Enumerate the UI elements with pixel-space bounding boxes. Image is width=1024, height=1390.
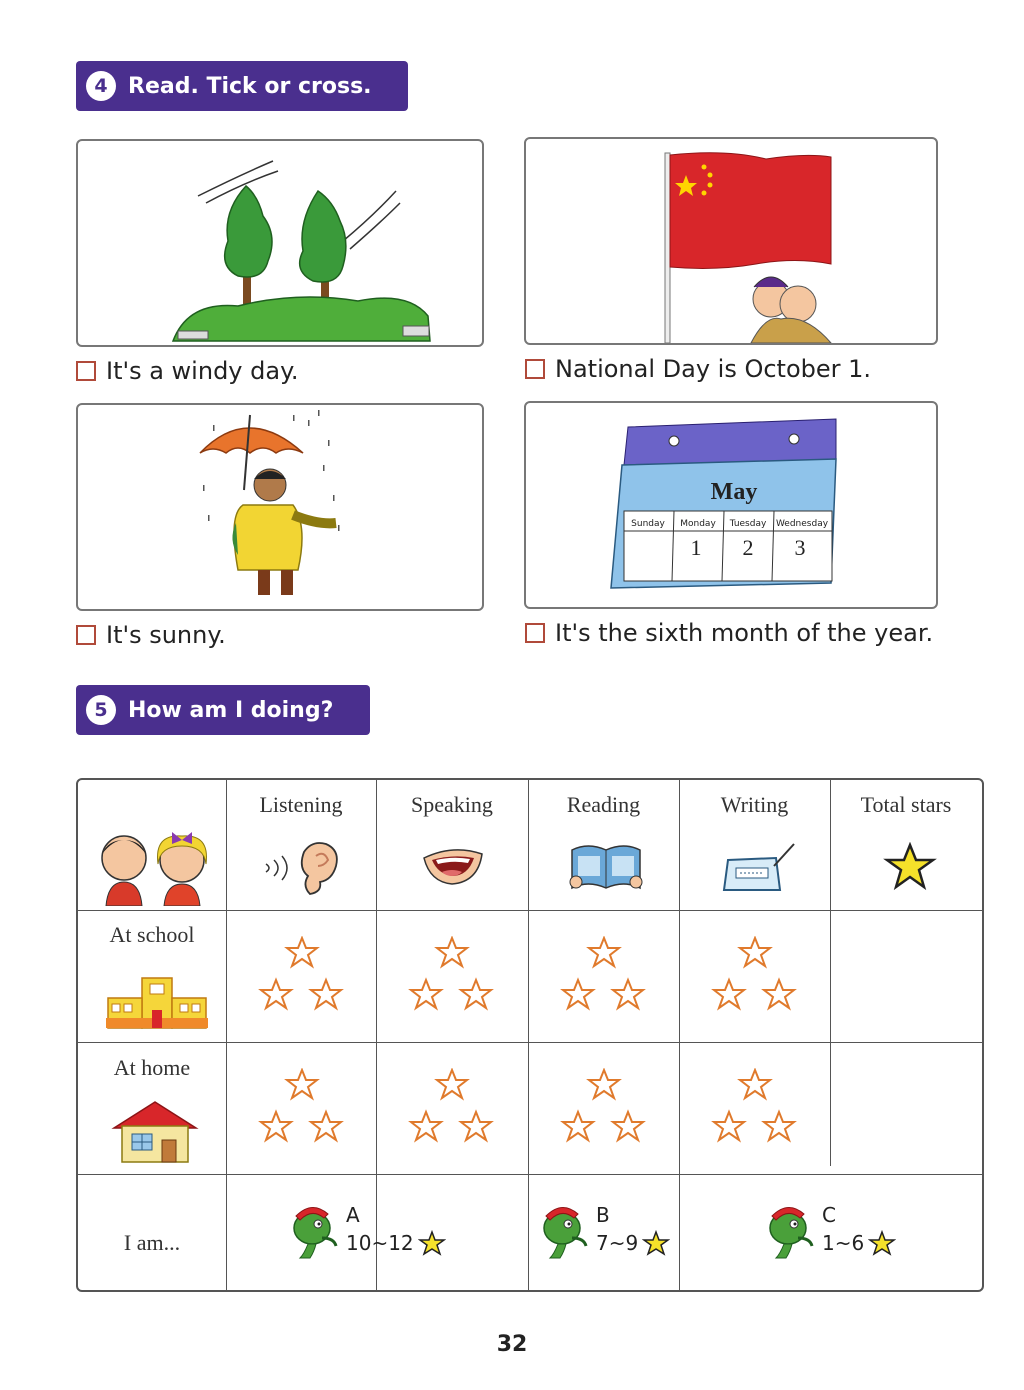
star-outline (740, 938, 770, 966)
star-outline (311, 1112, 341, 1140)
svg-text:Tuesday: Tuesday (729, 519, 767, 529)
star-rating-at-home-listening[interactable] (256, 1068, 348, 1152)
dinosaur-icon (536, 1198, 590, 1260)
star-rating-at-school-listening[interactable] (256, 936, 348, 1020)
svg-text:Monday: Monday (680, 519, 716, 529)
house-icon (110, 1098, 200, 1164)
section-5-banner (76, 685, 370, 735)
grade-range: 1~6 (822, 1231, 865, 1255)
grade-letter: C (822, 1203, 836, 1227)
grade-b (536, 1198, 670, 1260)
total-stars-cell-at-home[interactable] (831, 1043, 982, 1174)
dinosaur-icon (286, 1198, 340, 1260)
column-header-writing: Writing (720, 792, 789, 817)
star-outline (589, 1070, 619, 1098)
star-rating-at-school-speaking[interactable] (406, 936, 498, 1020)
windy-trees-picture (76, 139, 484, 347)
section-number: 4 (86, 71, 116, 101)
star-rating-at-school-reading[interactable] (558, 936, 650, 1020)
star-outline (461, 980, 491, 1008)
star-rating-at-home-reading[interactable] (558, 1068, 650, 1152)
star-icon (868, 1230, 896, 1256)
star-rating-at-school-writing[interactable] (709, 936, 801, 1020)
star-outline (411, 1112, 441, 1140)
tick-box[interactable] (76, 361, 96, 381)
star-outline (287, 1070, 317, 1098)
flag-picture (524, 137, 938, 345)
self-assessment-table (76, 778, 984, 1292)
tick-box[interactable] (76, 625, 96, 645)
item-caption: It's a windy day. (76, 357, 298, 385)
star-outline (764, 1112, 794, 1140)
calendar-picture (524, 401, 938, 609)
star-rating-at-home-speaking[interactable] (406, 1068, 498, 1152)
tick-box[interactable] (525, 359, 545, 379)
svg-text:Sunday: Sunday (631, 519, 665, 529)
star-outline (411, 980, 441, 1008)
star-outline (461, 1112, 491, 1140)
row-label-at-home: At home (113, 1055, 191, 1080)
star-outline (764, 980, 794, 1008)
star-outline (613, 980, 643, 1008)
star-outline (714, 1112, 744, 1140)
star-outline (311, 980, 341, 1008)
svg-text:Wednesday: Wednesday (775, 519, 829, 529)
keyboard-icon (718, 840, 798, 894)
grade-letter: A (346, 1203, 360, 1227)
star-outline (613, 1112, 643, 1140)
calendar-month: May (710, 479, 758, 505)
star-outline (714, 980, 744, 1008)
star-outline (287, 938, 317, 966)
star-rating-at-home-writing[interactable] (709, 1068, 801, 1152)
column-header-listening: Listening (259, 792, 343, 817)
ear-icon (258, 838, 348, 898)
star-icon (642, 1230, 670, 1256)
star-icon (418, 1230, 446, 1256)
column-header-total-stars: Total stars (860, 792, 952, 817)
column-header-speaking: Speaking (411, 792, 493, 817)
school-icon (104, 974, 210, 1030)
grade-a (286, 1198, 446, 1260)
mouth-icon (418, 842, 488, 892)
item-caption: It's the sixth month of the year. (525, 619, 933, 647)
svg-text:1: 1 (690, 535, 702, 560)
section-number: 5 (86, 695, 116, 725)
grade-c (762, 1198, 896, 1260)
svg-text:3: 3 (794, 535, 806, 560)
star-outline (437, 1070, 467, 1098)
star-outline (740, 1070, 770, 1098)
star-icon (882, 842, 938, 892)
item-caption: National Day is October 1. (525, 355, 871, 383)
item-caption: It's sunny. (76, 621, 226, 649)
svg-text:2: 2 (742, 535, 754, 560)
section-4-banner (76, 61, 408, 111)
book-icon (566, 838, 646, 894)
tick-box[interactable] (525, 623, 545, 643)
star-outline (437, 938, 467, 966)
section-title: How am I doing? (128, 697, 334, 723)
total-stars-cell-at-school[interactable] (831, 911, 982, 1042)
star-outline (589, 938, 619, 966)
star-outline (563, 980, 593, 1008)
children-icon (92, 820, 216, 906)
star-outline (261, 1112, 291, 1140)
row-label-i-am: I am... (123, 1230, 181, 1255)
dinosaur-icon (762, 1198, 816, 1260)
page-number: 32 (496, 1332, 528, 1357)
star-outline (563, 1112, 593, 1140)
rainy-boy-picture (76, 403, 484, 611)
grade-range: 10~12 (346, 1231, 414, 1255)
star-outline (261, 980, 291, 1008)
section-title: Read. Tick or cross. (128, 73, 372, 99)
column-header-reading: Reading (566, 792, 641, 817)
grade-letter: B (596, 1203, 610, 1227)
row-label-at-school: At school (109, 922, 195, 947)
grade-range: 7~9 (596, 1231, 639, 1255)
